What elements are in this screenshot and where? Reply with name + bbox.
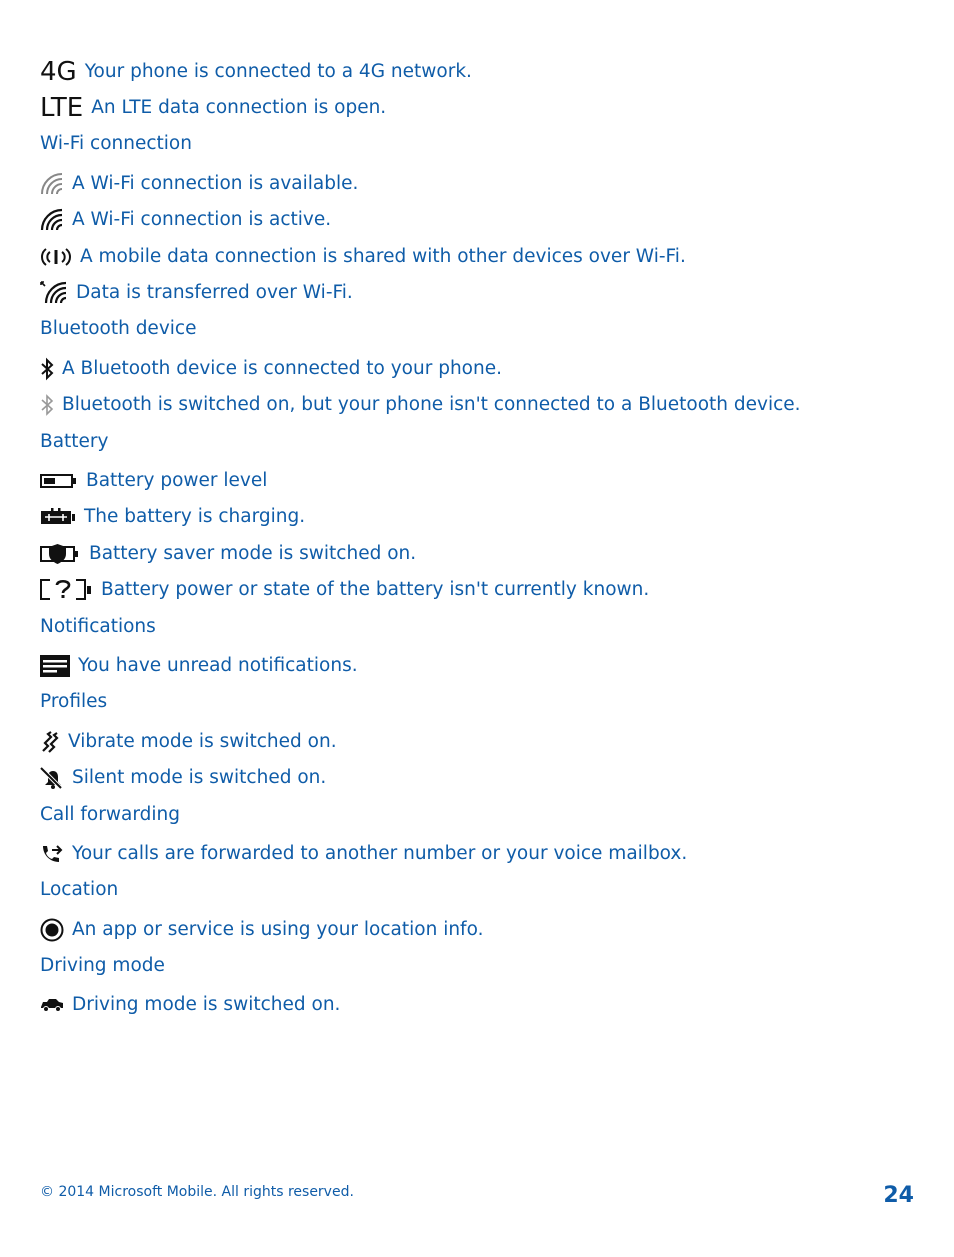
notifications-unread-text: You have unread notifications. — [78, 655, 358, 676]
heading-notifications: Notifications — [40, 616, 156, 637]
row-driving — [40, 991, 340, 1019]
battery-saver-text: Battery saver mode is switched on. — [89, 543, 417, 564]
row-wifi-transfer — [40, 279, 353, 307]
silent-text: Silent mode is switched on. — [72, 767, 327, 788]
wifi-available-icon — [40, 172, 64, 196]
heading-battery: Battery — [40, 431, 109, 452]
row-bluetooth-connected — [40, 355, 502, 383]
4g-icon: 4G — [40, 57, 77, 87]
row-lte — [40, 94, 386, 122]
row-notifications-unread — [40, 652, 358, 680]
silent-icon — [40, 767, 64, 789]
row-battery-level — [40, 467, 267, 495]
row-battery-saver — [40, 540, 416, 568]
call-forwarding-icon — [40, 843, 64, 865]
battery-saver-icon — [40, 543, 81, 565]
row-4g-text: Your phone is connected to a 4G network. — [84, 61, 472, 82]
battery-level-icon — [40, 473, 78, 489]
battery-charging-text: The battery is charging. — [84, 506, 306, 527]
wifi-active-text: A Wi-Fi connection is active. — [72, 209, 332, 230]
bluetooth-on-text: Bluetooth is switched on, but your phone isn't connected to a Bluetooth device. — [62, 394, 801, 415]
location-text: An app or service is using your location info. — [72, 919, 484, 940]
hotspot-icon — [40, 246, 72, 268]
vibrate-text: Vibrate mode is switched on. — [68, 731, 337, 752]
row-call-forwarded — [40, 840, 687, 868]
bluetooth-on-icon — [40, 393, 54, 417]
bluetooth-connected-text: A Bluetooth device is connected to your phone. — [62, 358, 502, 379]
row-vibrate — [40, 728, 337, 756]
heading-wifi: Wi-Fi connection — [40, 133, 192, 154]
driving-text: Driving mode is switched on. — [72, 994, 341, 1015]
lte-icon: LTE — [40, 93, 84, 123]
wifi-active-icon — [40, 208, 64, 232]
heading-location: Location — [40, 879, 119, 900]
heading-bluetooth: Bluetooth device — [40, 318, 197, 339]
row-battery-unknown — [40, 576, 649, 604]
call-forwarded-text: Your calls are forwarded to another number or your voice mailbox. — [72, 843, 688, 864]
wifi-available-text: A Wi-Fi connection is available. — [72, 173, 359, 194]
heading-call-forwarding: Call forwarding — [40, 804, 180, 825]
row-bluetooth-on — [40, 391, 801, 419]
battery-unknown-icon — [40, 578, 93, 602]
row-wifi-available — [40, 170, 358, 198]
row-location — [40, 916, 483, 944]
bluetooth-connected-icon — [40, 357, 54, 381]
wifi-transfer-icon — [40, 281, 68, 305]
heading-driving: Driving mode — [40, 955, 165, 976]
row-wifi-shared — [40, 243, 686, 271]
wifi-shared-text: A mobile data connection is shared with other devices over Wi-Fi. — [80, 246, 686, 267]
battery-charging-icon — [40, 507, 76, 527]
battery-unknown-text: Battery power or state of the battery isn't currently known. — [101, 579, 650, 600]
page-number: 24 — [883, 1183, 914, 1208]
row-silent — [40, 764, 326, 792]
row-lte-text: An LTE data connection is open. — [91, 97, 387, 118]
row-battery-charging — [40, 503, 305, 531]
heading-profiles: Profiles — [40, 691, 108, 712]
car-icon — [40, 997, 64, 1013]
wifi-transfer-text: Data is transferred over Wi-Fi. — [76, 282, 353, 303]
copyright: © 2014 Microsoft Mobile. All rights reserved. — [40, 1184, 354, 1200]
vibrate-icon — [40, 731, 60, 753]
row-4g — [40, 58, 472, 86]
battery-level-text: Battery power level — [86, 470, 268, 491]
row-wifi-active — [40, 206, 331, 234]
location-icon — [40, 918, 64, 942]
notification-icon — [40, 655, 70, 677]
